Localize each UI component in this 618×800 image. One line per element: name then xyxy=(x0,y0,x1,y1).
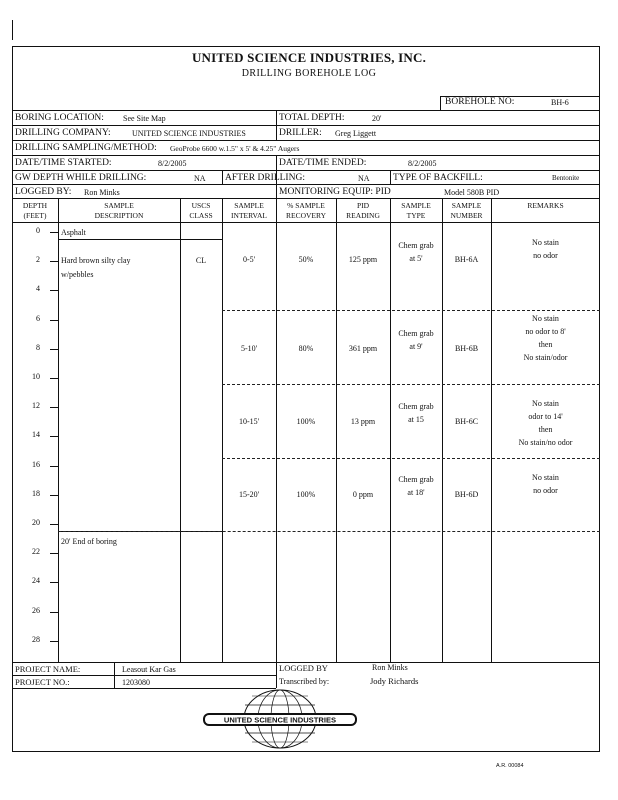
col-line-desc xyxy=(180,198,181,662)
footer-logged-by-label: LOGGED BY xyxy=(279,663,328,673)
depth-mark-label: 24 xyxy=(32,576,40,586)
rule-4 xyxy=(12,155,600,156)
footer-rule-mid xyxy=(12,675,276,676)
project-no-value: 1203080 xyxy=(122,678,150,687)
col-header-depth xyxy=(12,201,58,221)
sample-type-l1: Chem grab xyxy=(398,402,434,411)
driller-label: DRILLER: xyxy=(279,128,322,138)
col-header-pid xyxy=(336,201,390,221)
remark-line: No stain xyxy=(532,399,559,408)
depth-mark-label: 20 xyxy=(32,518,40,527)
transcribed-by-value: Jody Richards xyxy=(370,676,419,686)
sample-type-l2: at 5' xyxy=(409,254,423,263)
col-line-type xyxy=(442,198,443,662)
depth-tick xyxy=(50,349,58,350)
driller-value: Greg Liggett xyxy=(335,129,377,138)
interval-sep-3 xyxy=(222,458,600,459)
sample-recovery: 100% xyxy=(296,417,316,426)
logged-by-value: Ron Minks xyxy=(84,188,120,197)
col-header-pid-l2: READING xyxy=(346,211,380,220)
margin-mark xyxy=(12,20,13,40)
sample-remarks xyxy=(491,471,600,497)
total-depth-label: TOTAL DEPTH: xyxy=(279,113,345,123)
col-line-recovery xyxy=(336,198,337,662)
date-ended-label: DATE/TIME ENDED: xyxy=(279,158,367,168)
col-header-type-l2: TYPE xyxy=(406,211,426,220)
drilling-company-value: UNITED SCIENCE INDUSTRIES xyxy=(132,129,246,138)
depth-tick xyxy=(50,495,58,496)
remark-line: no odor xyxy=(533,486,558,495)
depth-mark-label: 22 xyxy=(32,547,40,557)
company-title: UNITED SCIENCE INDUSTRIES, INC. xyxy=(191,50,427,65)
lithology-clay-line1: Hard brown silty clay xyxy=(61,256,131,265)
sample-remarks xyxy=(491,236,600,262)
remark-line: no odor xyxy=(533,251,558,260)
depth-mark-label: 12 xyxy=(32,401,40,411)
sample-type-l1: Chem grab xyxy=(398,241,434,250)
depth-tick xyxy=(50,582,58,583)
footer-logged-by-value: Ron Minks xyxy=(372,663,408,672)
depth-tick xyxy=(50,641,58,642)
col-header-number-l1: SAMPLE xyxy=(451,201,482,210)
gw-depth-label: GW DEPTH WHILE DRILLING: xyxy=(15,173,147,183)
sample-recovery: 100% xyxy=(296,490,316,499)
rule-5 xyxy=(12,170,600,171)
rule-6 xyxy=(12,184,600,185)
depth-tick xyxy=(50,290,58,291)
boring-location-value: See Site Map xyxy=(123,114,166,123)
col-header-remarks xyxy=(491,201,600,211)
col-header-uscs xyxy=(180,201,222,221)
interval-sep-4 xyxy=(58,531,600,532)
after-drilling-value: NA xyxy=(358,174,370,183)
info-divider-a xyxy=(276,110,277,140)
interval-sep-1 xyxy=(222,310,600,311)
sample-remarks xyxy=(491,312,600,364)
col-header-description xyxy=(58,201,180,221)
col-header-recovery-l2: RECOVERY xyxy=(285,211,326,220)
rule-3 xyxy=(12,140,600,141)
sample-type xyxy=(390,239,442,265)
depth-mark-label: 10 xyxy=(32,372,40,381)
backfill-label: TYPE OF BACKFILL: xyxy=(393,173,483,183)
globe-logo-icon xyxy=(200,688,360,750)
sample-type-l2: at 15 xyxy=(408,415,424,424)
borehole-box-left xyxy=(440,96,441,110)
col-line-depth xyxy=(58,198,59,662)
depth-mark-label: 4 xyxy=(36,284,40,294)
col-header-depth-l2: (FEET) xyxy=(23,211,47,220)
sample-pid: 13 ppm xyxy=(350,417,376,426)
remark-line: then xyxy=(538,425,553,434)
depth-tick xyxy=(50,261,58,262)
sample-type xyxy=(390,473,442,499)
col-header-desc-l1: SAMPLE xyxy=(104,201,134,210)
rule-1 xyxy=(12,110,600,111)
sample-recovery: 80% xyxy=(298,344,314,353)
depth-mark-label: 28 xyxy=(32,634,40,644)
monitoring-label: MONITORING EQUIP: PID xyxy=(279,187,391,197)
depth-tick xyxy=(50,407,58,408)
document-title: DRILLING BOREHOLE LOG xyxy=(241,68,377,79)
col-line-pid xyxy=(390,198,391,662)
remark-line: No stain xyxy=(532,473,559,482)
depth-tick xyxy=(50,612,58,613)
depth-tick xyxy=(50,436,58,437)
sampling-method-value: GeoProbe 6600 w.1.5" x 5' & 4.25" Augers xyxy=(170,144,300,153)
remark-line: no odor to 8' xyxy=(525,327,566,336)
lithology-asphalt: Asphalt xyxy=(61,228,86,237)
sample-interval: 5-10' xyxy=(240,344,258,353)
sample-type xyxy=(390,327,442,353)
footer-divider-left xyxy=(114,662,115,688)
col-header-number xyxy=(442,201,491,221)
depth-tick xyxy=(50,320,58,321)
col-header-pid-l1: PID xyxy=(356,201,370,210)
remark-line: No stain xyxy=(532,238,559,247)
uscs-class: CL xyxy=(195,256,207,265)
sample-pid: 125 ppm xyxy=(348,255,378,264)
sample-recovery: 50% xyxy=(298,255,314,264)
col-header-type xyxy=(390,201,442,221)
boring-location-label: BORING LOCATION: xyxy=(15,113,104,123)
monitoring-value: Model 580B PID xyxy=(444,188,500,197)
drilling-company-label: DRILLING COMPANY: xyxy=(15,128,111,138)
sample-number: BH-6D xyxy=(454,490,479,499)
after-drilling-label: AFTER DRILLING: xyxy=(225,173,305,183)
depth-tick xyxy=(50,232,58,233)
col-header-depth-l1: DEPTH xyxy=(22,201,48,210)
sample-remarks xyxy=(491,397,600,449)
remark-line: then xyxy=(538,340,553,349)
sampling-method-label: DRILLING SAMPLING/METHOD: xyxy=(15,143,157,153)
col-line-uscs xyxy=(222,198,223,662)
sample-interval: 10-15' xyxy=(238,417,260,426)
sample-number: BH-6A xyxy=(454,255,479,264)
sample-number: BH-6B xyxy=(454,344,479,353)
total-depth-value: 20' xyxy=(372,114,382,123)
depth-mark-label: 16 xyxy=(32,459,40,469)
logged-by-label: LOGGED BY: xyxy=(15,187,72,197)
remark-line: No stain xyxy=(532,314,559,323)
depth-mark-label: 2 xyxy=(36,255,40,265)
col-header-number-l2: NUMBER xyxy=(450,211,483,220)
col-header-desc-l2: DESCRIPTION xyxy=(94,211,144,220)
remark-line: No stain/odor xyxy=(523,353,568,362)
backfill-value: Bentonite xyxy=(552,174,580,182)
remark-line: No stain/no odor xyxy=(518,438,573,447)
sample-pid: 361 ppm xyxy=(348,344,378,353)
transcribed-by-label: Transcribed by: xyxy=(279,677,330,686)
asphalt-base-rule xyxy=(58,239,222,240)
col-header-interval-l1: SAMPLE xyxy=(234,201,264,210)
info-divider-c xyxy=(222,170,223,184)
rule-7 xyxy=(12,198,600,199)
col-header-uscs-l1: USCS xyxy=(191,201,211,210)
col-header-uscs-l2: CLASS xyxy=(189,211,213,220)
lithology-end: 20' End of boring xyxy=(61,537,117,546)
sample-number: BH-6C xyxy=(454,417,479,426)
depth-mark-label: 0 xyxy=(36,226,40,235)
col-header-recovery xyxy=(276,201,336,221)
sample-type-l2: at 9' xyxy=(409,342,423,351)
borehole-label: BOREHOLE NO: xyxy=(445,97,515,107)
footer-divider xyxy=(276,662,277,688)
depth-mark-label: 6 xyxy=(36,313,40,323)
depth-tick xyxy=(50,553,58,554)
depth-tick xyxy=(50,466,58,467)
sample-type-l2: at 18' xyxy=(407,488,425,497)
rule-2 xyxy=(12,125,600,126)
project-name-label: PROJECT NAME: xyxy=(15,664,81,674)
gw-depth-value: NA xyxy=(194,174,206,183)
info-divider-d xyxy=(390,170,391,184)
company-logo xyxy=(200,688,360,750)
depth-mark-label: 18 xyxy=(32,488,40,498)
sample-type-l1: Chem grab xyxy=(398,329,434,338)
depth-tick xyxy=(50,378,58,379)
sample-type xyxy=(390,400,442,426)
date-started-label: DATE/TIME STARTED: xyxy=(15,158,112,168)
page-code: A.R. 00084 xyxy=(496,763,524,769)
borehole-value: BH-6 xyxy=(551,98,569,107)
remark-line: odor to 14' xyxy=(528,412,563,421)
col-header-interval-l2: INTERVAL xyxy=(231,211,267,220)
project-no-label: PROJECT NO.: xyxy=(15,677,70,687)
col-line-interval xyxy=(276,198,277,662)
depth-mark-label: 14 xyxy=(32,430,40,440)
sample-interval: 0-5' xyxy=(242,255,256,264)
col-header-interval xyxy=(222,201,276,221)
col-header-type-l1: SAMPLE xyxy=(401,201,431,210)
sample-type-l1: Chem grab xyxy=(398,475,434,484)
date-started-value: 8/2/2005 xyxy=(158,159,187,168)
lithology-clay-line2: w/pebbles xyxy=(61,270,94,279)
interval-sep-2 xyxy=(222,384,600,385)
project-name-value: Leasout Kar Gas xyxy=(122,665,176,674)
depth-mark-label: 8 xyxy=(36,342,40,352)
depth-mark-label: 26 xyxy=(32,605,40,615)
date-ended-value: 8/2/2005 xyxy=(408,159,437,168)
sample-interval: 15-20' xyxy=(238,490,260,499)
logo-text: UNITED SCIENCE INDUSTRIES xyxy=(223,715,337,725)
sample-pid: 0 ppm xyxy=(352,490,374,499)
col-header-remarks-l1: REMARKS xyxy=(527,201,564,210)
depth-tick xyxy=(50,524,58,525)
column-header-rule xyxy=(12,222,600,223)
col-header-recovery-l1: % SAMPLE xyxy=(287,201,325,210)
